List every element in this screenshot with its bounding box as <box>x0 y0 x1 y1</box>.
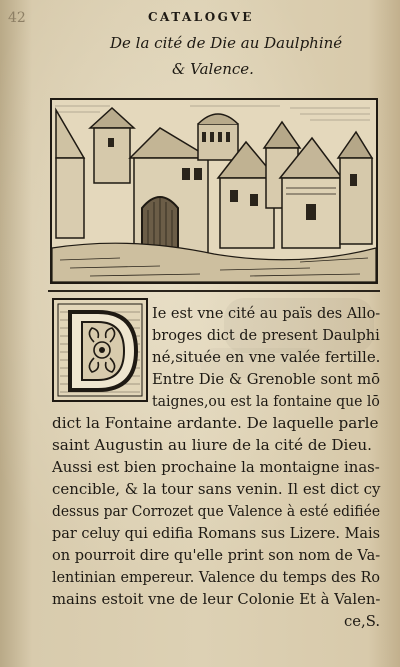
section-title-continued: & Valence. <box>172 60 254 78</box>
text-line: saint Augustin au liure de la cité de Dieu. <box>52 436 372 454</box>
section-title: De la cité de Die au Daulphiné <box>110 34 343 52</box>
text-line: broges dict de present Daulphi <box>152 326 380 344</box>
text-line: cencible, & la tour sans venin. Il est dict cy <box>52 480 381 498</box>
running-title: CATALOGVE <box>148 10 254 24</box>
text-line: ce,S. <box>344 612 381 630</box>
text-line: taignes,ou est la fontaine que lō <box>152 392 380 410</box>
text-line: né,située en vne valée fertille. <box>152 348 381 366</box>
woodcut-townscape <box>50 98 378 284</box>
text-line: par celuy qui edifia Romans sus Lizere. Mais <box>52 524 381 542</box>
text-line: on pourroit dire qu'elle print son nom de Va- <box>52 546 381 564</box>
text-line: mains estoit vne de leur Colonie Et à Valen- <box>52 590 381 608</box>
divider-rule <box>48 290 380 292</box>
decorated-initial <box>52 298 148 402</box>
text-line: Aussi est bien prochaine la montaigne inas- <box>52 458 380 476</box>
text-line: Entre Die & Grenoble sont mō <box>152 370 381 388</box>
text-line: dict la Fontaine ardante. De laquelle parle <box>52 414 379 432</box>
text-line: lentinian empereur. Valence du temps des Ro <box>52 568 380 586</box>
page-number: 42 <box>8 10 26 26</box>
text-line: Ie est vne cité au païs des Allo- <box>152 304 381 322</box>
text-line: dessus par Corrozet que Valence à esté edifiée <box>52 502 381 520</box>
